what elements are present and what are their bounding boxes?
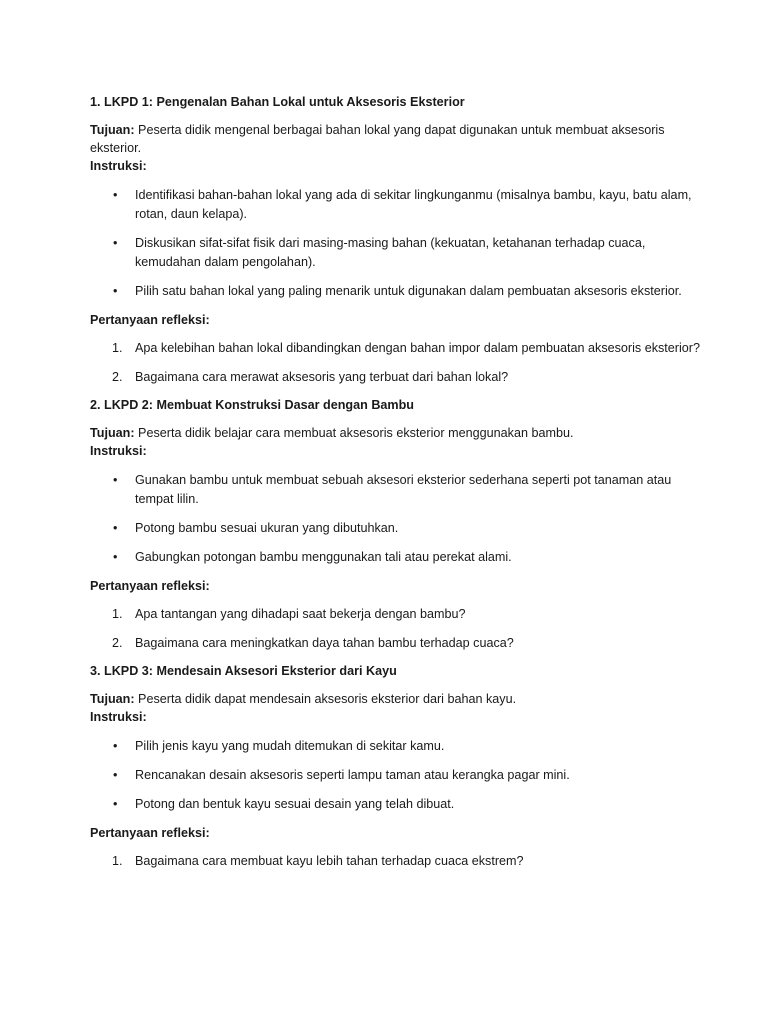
tujuan-paragraph — [90, 121, 708, 157]
bullet-marker: • — [113, 797, 118, 811]
section-title: 3. LKPD 3: Mendesain Aksesori Eksterior dari Kayu — [90, 664, 397, 678]
list-item-text: Apa kelebihan bahan lokal dibandingkan dengan bahan impor dalam pembuatan aksesoris eksterior? — [135, 341, 701, 355]
tujuan-paragraph — [90, 424, 708, 442]
tujuan-text: Peserta didik dapat mendesain aksesoris eksterior dari bahan kayu. — [134, 692, 517, 706]
tujuan-text: Peserta didik belajar cara membuat aksesoris eksterior menggunakan bambu. — [134, 426, 574, 440]
list-item — [90, 339, 708, 358]
bullet-marker: • — [113, 550, 118, 564]
question-list — [90, 339, 708, 387]
number-marker: 2. — [112, 370, 123, 384]
list-item — [90, 795, 708, 814]
lkpd-section-1 — [90, 94, 708, 387]
instruksi-label: Instruksi: — [90, 159, 147, 173]
list-item — [90, 634, 708, 653]
tujuan-paragraph — [90, 690, 708, 708]
instruksi-label: Instruksi: — [90, 444, 147, 458]
list-item — [90, 766, 708, 785]
bullet-marker: • — [113, 284, 118, 298]
bullet-marker: • — [113, 188, 118, 202]
bullet-marker: • — [113, 739, 118, 753]
instruction-list — [90, 186, 708, 301]
refleksi-label: Pertanyaan refleksi: — [90, 313, 210, 327]
bullet-marker: • — [113, 236, 118, 250]
list-item — [90, 737, 708, 756]
refleksi-label: Pertanyaan refleksi: — [90, 826, 210, 840]
refleksi-label: Pertanyaan refleksi: — [90, 579, 210, 593]
number-marker: 1. — [112, 607, 123, 621]
instruksi-label: Instruksi: — [90, 710, 147, 724]
lkpd-section-3 — [90, 663, 708, 871]
list-item-text: Bagaimana cara membuat kayu lebih tahan terhadap cuaca ekstrem? — [135, 854, 524, 868]
section-title: 1. LKPD 1: Pengenalan Bahan Lokal untuk Aksesoris Eksterior — [90, 95, 465, 109]
number-marker: 1. — [112, 341, 123, 355]
question-list — [90, 852, 708, 871]
list-item-text: Bagaimana cara merawat aksesoris yang terbuat dari bahan lokal? — [135, 370, 509, 384]
list-item-text: Rencanakan desain aksesoris seperti lampu taman atau kerangka pagar mini. — [135, 768, 570, 782]
list-item-text: Apa tantangan yang dihadapi saat bekerja dengan bambu? — [135, 607, 466, 621]
list-item — [90, 471, 708, 509]
list-item-text: Potong bambu sesuai ukuran yang dibutuhkan. — [135, 521, 399, 535]
list-item — [90, 368, 708, 387]
list-item — [90, 852, 708, 871]
section-title: 2. LKPD 2: Membuat Konstruksi Dasar dengan Bambu — [90, 398, 415, 412]
list-item — [90, 282, 708, 301]
list-item — [90, 605, 708, 624]
tujuan-label: Tujuan: — [90, 692, 135, 706]
list-item-text: Identifikasi bahan-bahan lokal yang ada di sekitar lingkunganmu (misalnya bambu, kayu, batu alam, rotan, daun kelapa). — [135, 188, 692, 221]
bullet-marker: • — [113, 768, 118, 782]
list-item-text: Pilih jenis kayu yang mudah ditemukan di sekitar kamu. — [135, 739, 445, 753]
list-item-text: Pilih satu bahan lokal yang paling menarik untuk digunakan dalam pembuatan aksesoris eksterior. — [135, 284, 682, 298]
list-item-text: Diskusikan sifat-sifat fisik dari masing-masing bahan (kekuatan, ketahanan terhadap cuaca, kemudahan dalam pengolahan). — [135, 236, 646, 269]
list-item-text: Gabungkan potongan bambu menggunakan tali atau perekat alami. — [135, 550, 512, 564]
tujuan-text: Peserta didik mengenal berbagai bahan lokal yang dapat digunakan untuk membuat aksesoris eksterior. — [90, 123, 665, 155]
number-marker: 2. — [112, 636, 123, 650]
tujuan-label: Tujuan: — [90, 426, 135, 440]
list-item — [90, 186, 708, 224]
instruction-list — [90, 471, 708, 567]
list-item — [90, 548, 708, 567]
question-list — [90, 605, 708, 653]
list-item-text: Potong dan bentuk kayu sesuai desain yang telah dibuat. — [135, 797, 455, 811]
list-item-text: Gunakan bambu untuk membuat sebuah aksesori eksterior sederhana seperti pot tanaman atau tempat lilin. — [135, 473, 672, 506]
tujuan-label: Tujuan: — [90, 123, 135, 137]
bullet-marker: • — [113, 521, 118, 535]
list-item-text: Bagaimana cara meningkatkan daya tahan bambu terhadap cuaca? — [135, 636, 514, 650]
number-marker: 1. — [112, 854, 123, 868]
instruction-list — [90, 737, 708, 814]
list-item — [90, 519, 708, 538]
bullet-marker: • — [113, 473, 118, 487]
lkpd-section-2 — [90, 397, 708, 653]
list-item — [90, 234, 708, 272]
